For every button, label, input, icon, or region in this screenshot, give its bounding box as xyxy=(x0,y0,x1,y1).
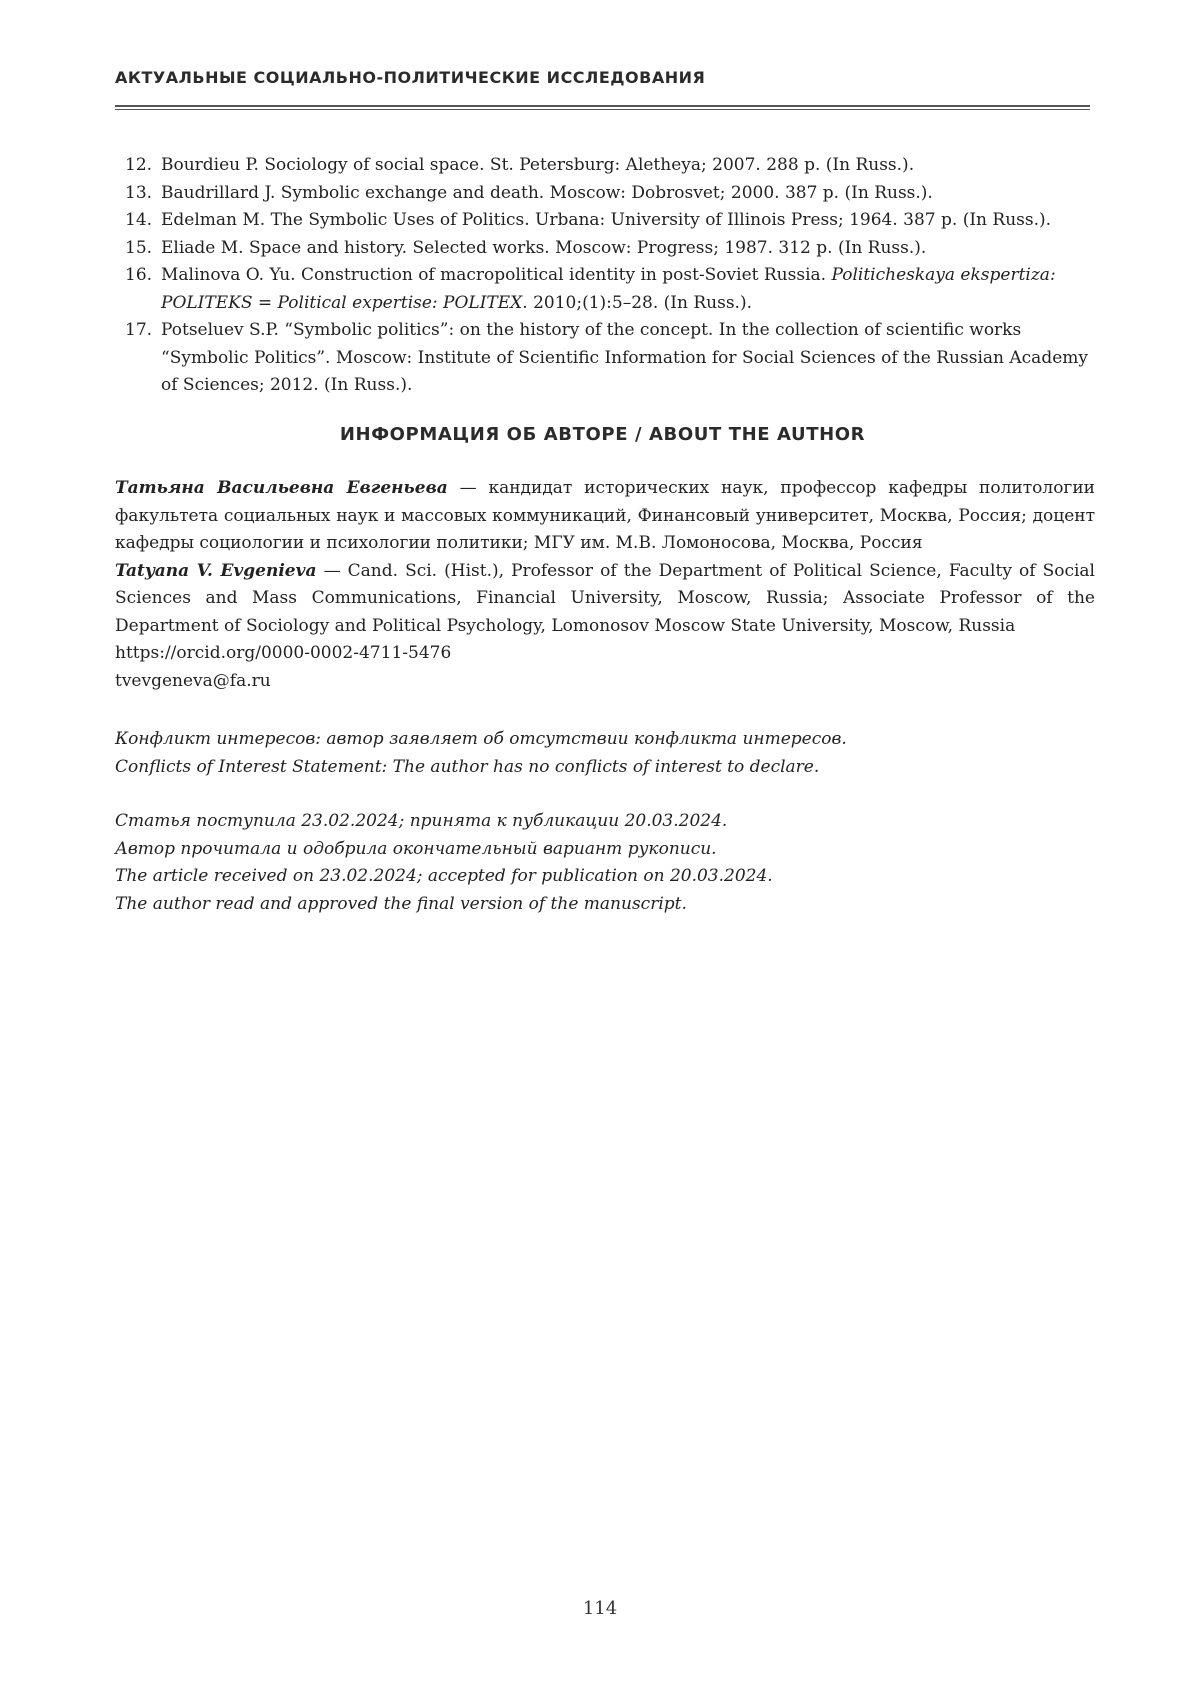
conflict-of-interest xyxy=(115,726,1095,781)
received-ru: Статья поступила 23.02.2024; принята к публикации 20.03.2024. xyxy=(115,811,728,831)
reference-text: Edelman M. The Symbolic Uses of Politics. Urbana: University of Illinois Press; 1964. 387 p. (In Russ.). xyxy=(161,210,1052,230)
running-title: АКТУАЛЬНЫЕ СОЦИАЛЬНО-ПОЛИТИЧЕСКИЕ ИССЛЕДОВАНИЯ xyxy=(115,68,706,87)
reference-text: Eliade M. Space and history. Selected works. Moscow: Progress; 1987. 312 p. (In Russ.). xyxy=(161,237,927,258)
reference-item xyxy=(125,262,1090,317)
approved-ru: Автор прочитала и одобрила окончательный вариант рукописи. xyxy=(115,838,717,859)
conflict-en: Conflicts of Interest Statement: The author has no conflicts of interest to declare. xyxy=(115,756,820,777)
header-rule xyxy=(115,105,1090,107)
reference-item xyxy=(125,207,1090,235)
reference-number: 15. xyxy=(125,237,153,258)
reference-text-tail: . 2010;(1):5–28. (In Russ.). xyxy=(522,292,752,313)
reference-number: 12. xyxy=(125,155,153,175)
reference-item xyxy=(125,235,1090,263)
header-rule-thin xyxy=(115,109,1090,110)
reference-text: Malinova O. Yu. Construction of macropolitical identity in post-Soviet Russia. xyxy=(161,265,832,285)
author-description-ru: — кандидат исторических наук, профессор кафедры политологии факультета социальных наук и массовых коммуникаций, Финансовый университет, Москва, Россия; доцент кафедры социологии и психологии политики; МГУ им. М.В. Ломоносова, Москва, Россия xyxy=(115,478,1095,553)
reference-item xyxy=(125,317,1090,400)
reference-text: Potseluev S.P. “Symbolic politics”: on the history of the concept. In the collection of scientific works “Symbolic Politics”. Moscow: Institute of Scientific Information for Social Sciences of the Russian Academy of Sciences; 2012. (In Russ.). xyxy=(161,320,1088,395)
about-author-heading: ИНФОРМАЦИЯ ОБ АВТОРЕ / ABOUT THE AUTHOR xyxy=(339,424,866,445)
author-description-en: — Cand. Sci. (Hist.), Professor of the Department of Political Science, Faculty of Social Sciences and Mass Communications, Financial University, Moscow, Russia; Associate Professor of the Department of Sociology and Political Psychology, Lomonosov Moscow State University, Moscow, Russia xyxy=(115,560,1095,636)
reference-item xyxy=(125,152,1090,180)
reference-item xyxy=(125,180,1090,208)
reference-journal-title: Politicheskaya ekspertiza: POLITEKS = Political expertise: POLITEX xyxy=(161,265,1056,313)
orcid-link[interactable]: https://orcid.org/0000-0002-4711-5476 xyxy=(115,643,452,663)
author-name-en: Tatyana V. Evgenieva xyxy=(115,560,317,581)
author-info xyxy=(115,475,1095,695)
reference-number: 13. xyxy=(125,182,153,203)
reference-number: 16. xyxy=(125,265,153,285)
reference-list xyxy=(125,152,1090,400)
author-email[interactable]: tvevgeneva@fa.ru xyxy=(115,670,271,691)
reference-text: Baudrillard J. Symbolic exchange and death. Moscow: Dobrosvet; 2000. 387 p. (In Russ.). xyxy=(161,182,933,203)
author-info-en xyxy=(115,558,1095,641)
reference-text: Bourdieu P. Sociology of social space. St. Petersburg: Aletheya; 2007. 288 p. (In Russ.). xyxy=(161,155,915,175)
author-info-ru xyxy=(115,475,1095,558)
conflict-ru: Конфликт интересов: автор заявляет об отсутствии конфликта интересов. xyxy=(115,729,847,749)
author-name-ru: Татьяна Васильевна Евгеньева xyxy=(115,478,448,498)
reference-number: 14. xyxy=(125,210,153,230)
reference-number: 17. xyxy=(125,320,153,340)
article-dates xyxy=(115,808,1095,918)
approved-en: The author read and approved the final version of the manuscript. xyxy=(115,893,687,914)
received-en: The article received on 23.02.2024; accepted for publication on 20.03.2024. xyxy=(115,866,773,886)
page-number: 114 xyxy=(582,1598,618,1619)
